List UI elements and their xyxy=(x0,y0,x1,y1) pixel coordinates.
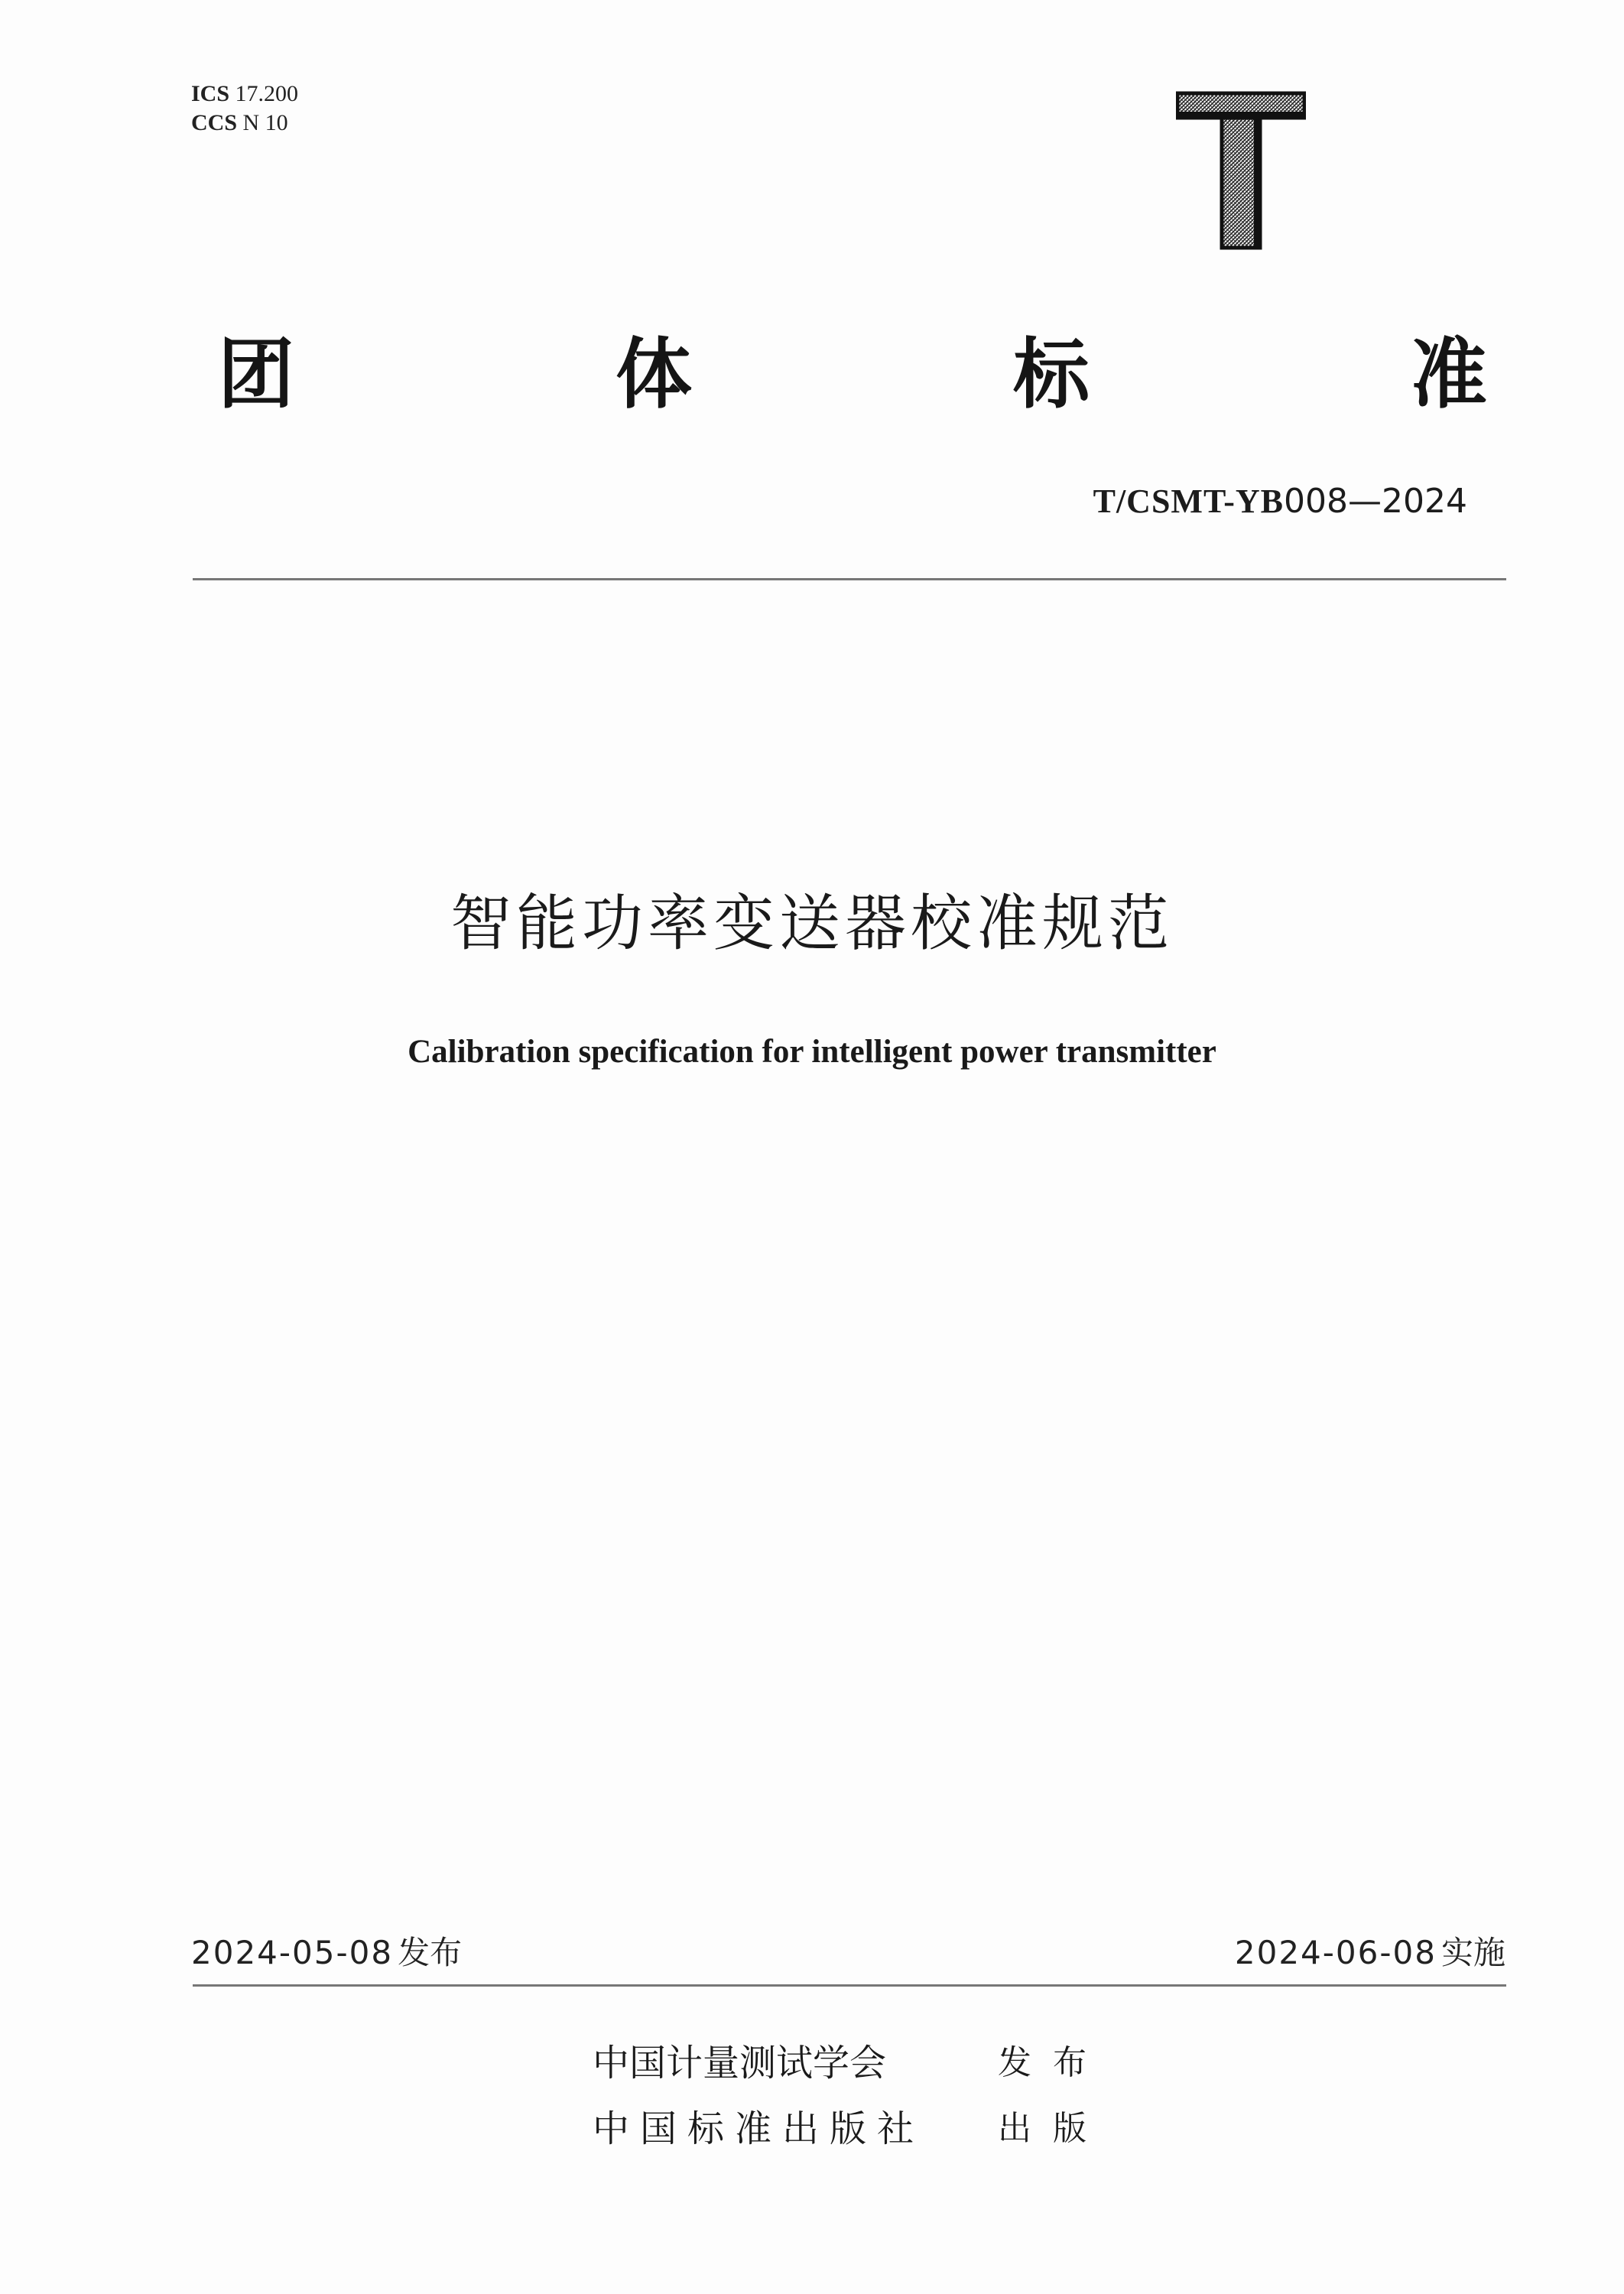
organization-row xyxy=(593,2030,1128,2096)
standard-type-char-4: 准 xyxy=(1411,330,1487,419)
publish-action: 发布 xyxy=(398,1934,463,1971)
ccs-code xyxy=(191,109,298,138)
group-standard-t-logo xyxy=(1176,90,1306,251)
standard-number xyxy=(1093,482,1467,522)
ics-code xyxy=(191,80,298,109)
organization-row xyxy=(593,2096,1128,2162)
standard-type-heading xyxy=(218,329,1487,421)
publish-date: 2024-05-08 xyxy=(191,1934,394,1971)
title-chinese: 智能功率变送器校准规范 xyxy=(450,888,1174,959)
standard-number-value: 008—2024 xyxy=(1284,482,1467,521)
publisher-name: 中国计量测试学会 xyxy=(593,2042,887,2084)
standard-type-char-3: 标 xyxy=(1013,330,1090,419)
ics-label: ICS xyxy=(191,81,230,106)
implement-date: 2024-06-08 xyxy=(1234,1934,1437,1971)
press-name: 中国标准出版社 xyxy=(593,2107,925,2150)
publisher-role: 发布 xyxy=(998,2043,1108,2082)
implement-date-line xyxy=(1235,1933,1505,1973)
standard-number-prefix: T/CSMT-YB xyxy=(1093,483,1285,520)
publish-date-line xyxy=(191,1933,462,1973)
implement-action: 实施 xyxy=(1440,1934,1505,1971)
standard-type-char-2: 体 xyxy=(615,330,692,419)
ccs-value: N 10 xyxy=(242,110,288,135)
ics-value: 17.200 xyxy=(235,81,299,106)
issuing-organizations xyxy=(593,2030,1128,2162)
header-divider xyxy=(193,578,1506,580)
ccs-label: CCS xyxy=(191,110,238,135)
classification-codes xyxy=(191,80,298,138)
standard-type-char-1: 团 xyxy=(218,330,294,419)
footer-divider xyxy=(193,1984,1506,1987)
title-english: Calibration specification for intelligent power transmitter xyxy=(408,1034,1216,1070)
press-role: 出版 xyxy=(998,2109,1108,2148)
